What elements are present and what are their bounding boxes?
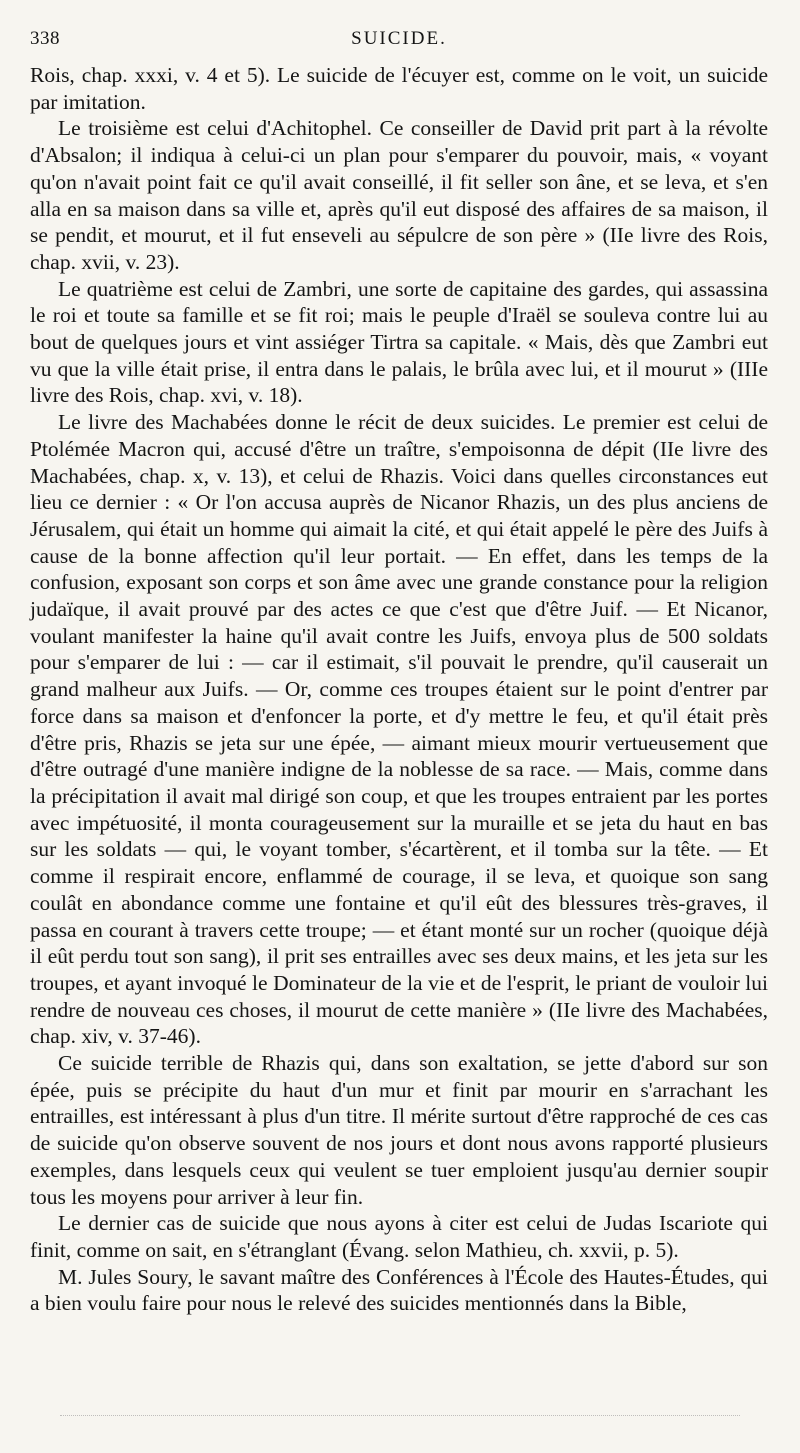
paragraph-rhazis-commentary: Ce suicide terrible de Rhazis qui, dans son exaltation, se jette d'abord sur son épée, puis se précipite du haut d'un mur et finit par mourir en s'arrachant les entrailles, est intéressant à plus d'un titre. Il mérite surtout d'être rapproché de ces cas de suicide qu'on observe souvent de nos jours et dont nous avons rapporté plusieurs exemples, dans lesquels ceux qui veulent se tuer emploient jusqu'au dernier soupir tous les moyens pour arriver à leur fin. — [30, 1051, 768, 1209]
paragraph-zambri: Le quatrième est celui de Zambri, une sorte de capitaine des gardes, qui assassina le roi et toute sa famille et se fit roi; mais le peuple d'Iraël se souleva contre lui au bout de quelques jours et vint assiéger Tirtra sa capitale. « Mais, dès que Zambri eut vu que la ville était prise, il entra dans le palais, le brûla avec lui, et il mourut » (IIIe livre des Rois, chap. xvi, v. 18). — [30, 276, 768, 408]
paragraph-achitophel: Le troisième est celui d'Achitophel. Ce conseiller de David prit part à la révolte d'Absalon; il indiqua à celui-ci un plan pour s'emparer du pouvoir, mais, « voyant qu'on n'avait point fait ce qu'il avait conseillé, il fit seller son âne, et se leva, et s'en alla en sa maison dans sa ville et, après qu'il eut disposé des affaires de sa maison, il se pendit, et mourut, et il fut enseveli au sépulcre de son père » (IIe livre des Rois, chap. xvii, v. 23). — [30, 116, 768, 274]
page-header — [30, 28, 768, 62]
paragraph-soury: M. Jules Soury, le savant maître des Conférences à l'École des Hautes-Études, qui a bien voulu faire pour nous le relevé des suicides mentionnés dans la Bible, — [30, 1264, 768, 1316]
page-number: 338 — [30, 28, 60, 49]
footer-divider — [60, 1415, 740, 1416]
paragraph-judas: Le dernier cas de suicide que nous ayons à citer est celui de Judas Iscariote qui finit, comme on sait, en s'étranglant (Évang. selon Mathieu, ch. xxvii, p. 5). — [30, 1211, 768, 1262]
page — [30, 28, 768, 1317]
running-head: SUICIDE. — [351, 28, 447, 49]
paragraph-continued: Rois, chap. xxxi, v. 4 et 5). Le suicide de l'écuyer est, comme on le voit, un suicide par imitation. — [30, 63, 768, 114]
body-text — [30, 62, 768, 1317]
paragraph-machabees: Le livre des Machabées donne le récit de deux suicides. Le premier est celui de Ptolémée Macron qui, accusé d'être un traître, s'empoisonna de dépit (IIe livre des Machabées, chap. x, v. 13), et celui de Rhazis. Voici dans quelles circonstances eut lieu ce dernier : « Or l'on accusa auprès de Nicanor Rhazis, un des plus anciens de Jérusalem, qui était un homme qui aimait la cité, et qui était appelé le père des Juifs à cause de la bonne affection qu'il leur portait. — En effet, dans les temps de la confusion, exposant son corps et son âme avec une grande constance pour la religion judaïque, il avait prouvé par des actes ce que c'est que d'être Juif. — Et Nicanor, voulant manifester la haine qu'il avait contre les Juifs, envoya plus de 500 soldats pour s'emparer de lui : — car il estimait, s'il pouvait le prendre, qu'il causerait un grand malheur aux Juifs. — Or, comme ces troupes étaient sur le point d'entrer par force dans sa maison et d'enfoncer la porte, et d'y mettre le feu, et qu'il était près d'être pris, Rhazis se jeta sur une épée, — aimant mieux mourir vertueusement que d'être outragé d'une manière indigne de la noblesse de sa race. — Mais, comme dans la précipitation il avait mal dirigé son coup, et que les troupes entraient par les portes avec impétuosité, il monta courageusement sur la muraille et se jeta du haut en bas sur les soldats — qui, le voyant tomber, s'écartèrent, et il tomba sur la tête. — Et comme il respirait encore, enflammé de courage, il se leva, et quoique son sang coulât en abondance comme une fontaine et qu'il eût des blessures très-graves, il passa en courant à travers cette troupe; — et étant monté sur un rocher (quoique déjà il eût perdu tout son sang), il prit ses entrailles avec ses deux mains, et les jeta sur les troupes, et ayant invoqué le Dominateur de la vie et de l'esprit, le priant de vouloir lui rendre de nouveau ces choses, il mourut de cette manière » (IIe livre des Machabées, chap. xiv, v. 37-46). — [30, 410, 768, 1049]
